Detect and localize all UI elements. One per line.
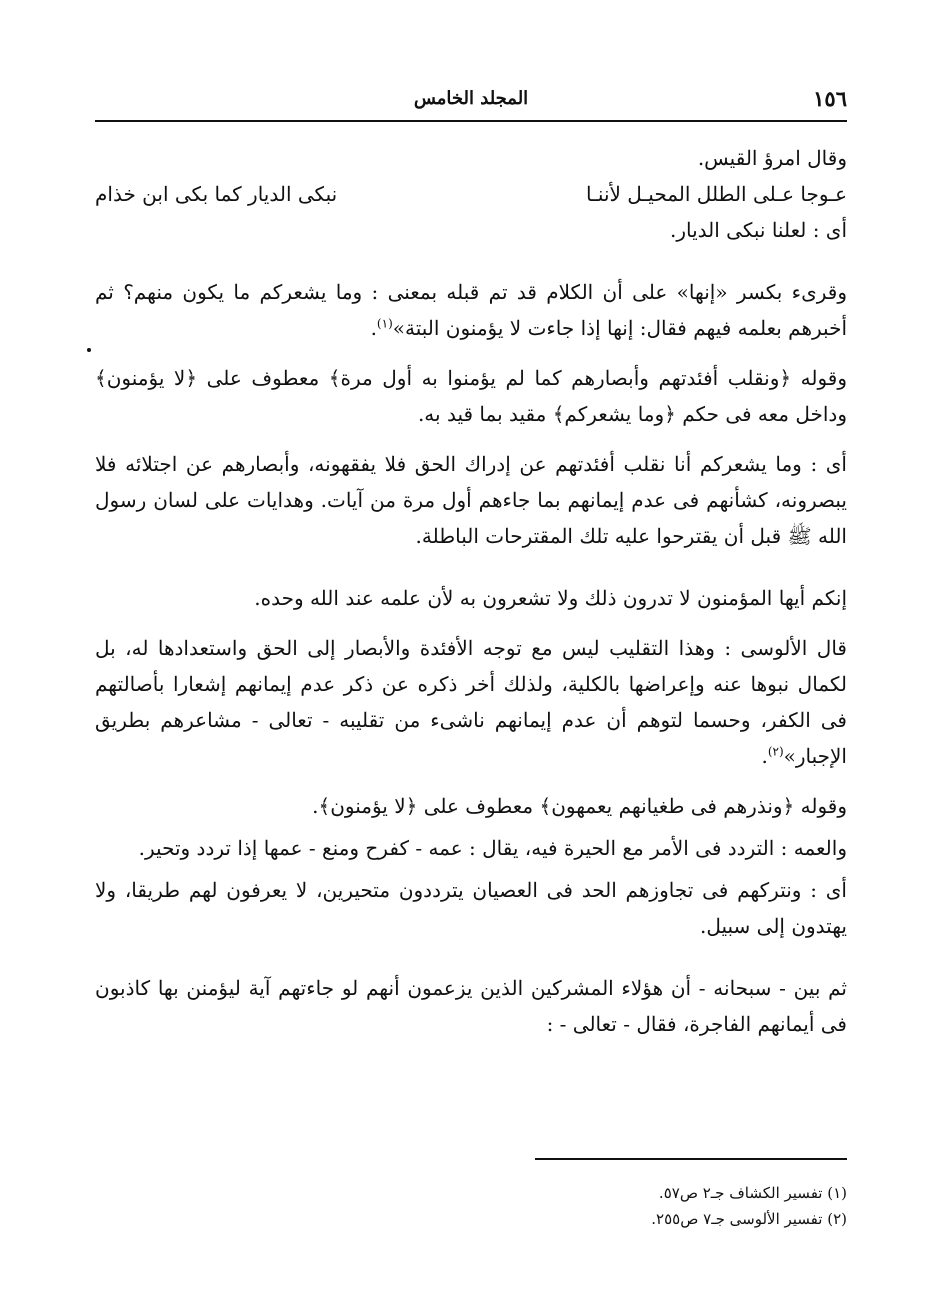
- paragraph-alusi-text: قال الألوسى : وهذا التقليب ليس مع توجه الأفئدة والأبصار إلى الحق واستعدادها له، بل لكمال نبوها عنه وإعراضها بالكلية، ولذلك أخر ذكره عن ذكر عدم إيمانهم إشعارا بأصالتهم فى الكفر، وحسما لتوهم أن عدم إيمانهم ناشىء من تقليبه - تعالى - مشاعرهم بطريق الإجبار»: [95, 636, 847, 768]
- body-text: [95, 140, 847, 1042]
- footnotes: [95, 1180, 847, 1232]
- paragraph-reading: [95, 274, 847, 346]
- header-rule: [95, 120, 847, 122]
- paragraph-verse-2: وقوله ﴿ونذرهم فى طغيانهم يعمهون﴾ معطوف على ﴿لا يؤمنون﴾.: [312, 794, 847, 818]
- poetry-verse: [95, 176, 847, 212]
- verse-second-hemistich: نبكى الديار كما بكى ابن خذام: [95, 182, 338, 206]
- footnote-ref-1: (١): [376, 316, 393, 331]
- paragraph-meaning: أى : وما يشعركم أنا نقلب أفئدتهم عن إدراك الحق فلا يفقهونه، وأبصارهم عن اجتلائه فلا يبصرونه، كشأنهم فى عدم إيمانهم بما جاءهم أول مرة من آيات. وهدايات على لسان رسول الله ﷺ قبل أن يقترحوا عليه تلك المقترحات الباطلة.: [95, 452, 847, 548]
- paragraph-reading-end: .: [370, 316, 377, 340]
- paragraph-meaning-2: أى : ونتركهم فى تجاوزهم الحد فى العصيان يترددون متحيرين، لا يعرفون لهم طريقا، ولا يهتدون إلى سبيل.: [95, 878, 847, 938]
- page-number: ١٥٦: [813, 86, 847, 111]
- stray-dot: [87, 348, 91, 352]
- paragraph-alusi: [95, 630, 847, 774]
- page-header: [95, 82, 847, 116]
- paragraph-definition: والعمه : التردد فى الأمر مع الحيرة فيه، يقال : عمه - كفرح ومنع - عمها إذا تردد وتحير.: [138, 836, 847, 860]
- paragraph-address: إنكم أيها المؤمنون لا تدرون ذلك ولا تشعرون به لأن علمه عند الله وحده.: [254, 586, 847, 610]
- footnote-1: (١) تفسير الكشاف جـ٢ ص٥٧.: [658, 1184, 847, 1202]
- footnote-2: (٢) تفسير الألوسى جـ٧ ص٢٥٥.: [651, 1210, 847, 1228]
- footnote-ref-2: (٢): [767, 744, 784, 759]
- paragraph-verse-commentary: وقوله ﴿ونقلب أفئدتهم وأبصارهم كما لم يؤمنوا به أول مرة﴾ معطوف على ﴿لا يؤمنون﴾ وداخل معه فى حكم ﴿وما يشعركم﴾ مقيد بما قيد به.: [95, 366, 847, 426]
- footnote-rule: [535, 1158, 847, 1160]
- paragraph-explanation: أى : لعلنا نبكى الديار.: [669, 218, 847, 242]
- paragraph-reading-text: وقرىء بكسر «إنها» على أن الكلام قد تم قبله بمعنى : وما يشعركم ما يكون منهم؟ ثم أخبرهم بعلمه فيهم فقال: إنها إذا جاءت لا يؤمنون البتة»: [95, 280, 847, 340]
- verse-first-hemistich: عـوجا عـلى الطلل المحيـل لأننـا: [585, 182, 847, 206]
- paragraph-transition: ثم بين - سبحانه - أن هؤلاء المشركين الذين يزعمون أنهم لو جاءتهم آية ليؤمنن بها كاذبون فى أيمانهم الفاجرة، فقال - تعالى - :: [95, 976, 847, 1036]
- paragraph-intro: وقال امرؤ القيس.: [697, 146, 847, 170]
- running-head: المجلد الخامس: [413, 88, 529, 109]
- paragraph-alusi-end: .: [761, 744, 768, 768]
